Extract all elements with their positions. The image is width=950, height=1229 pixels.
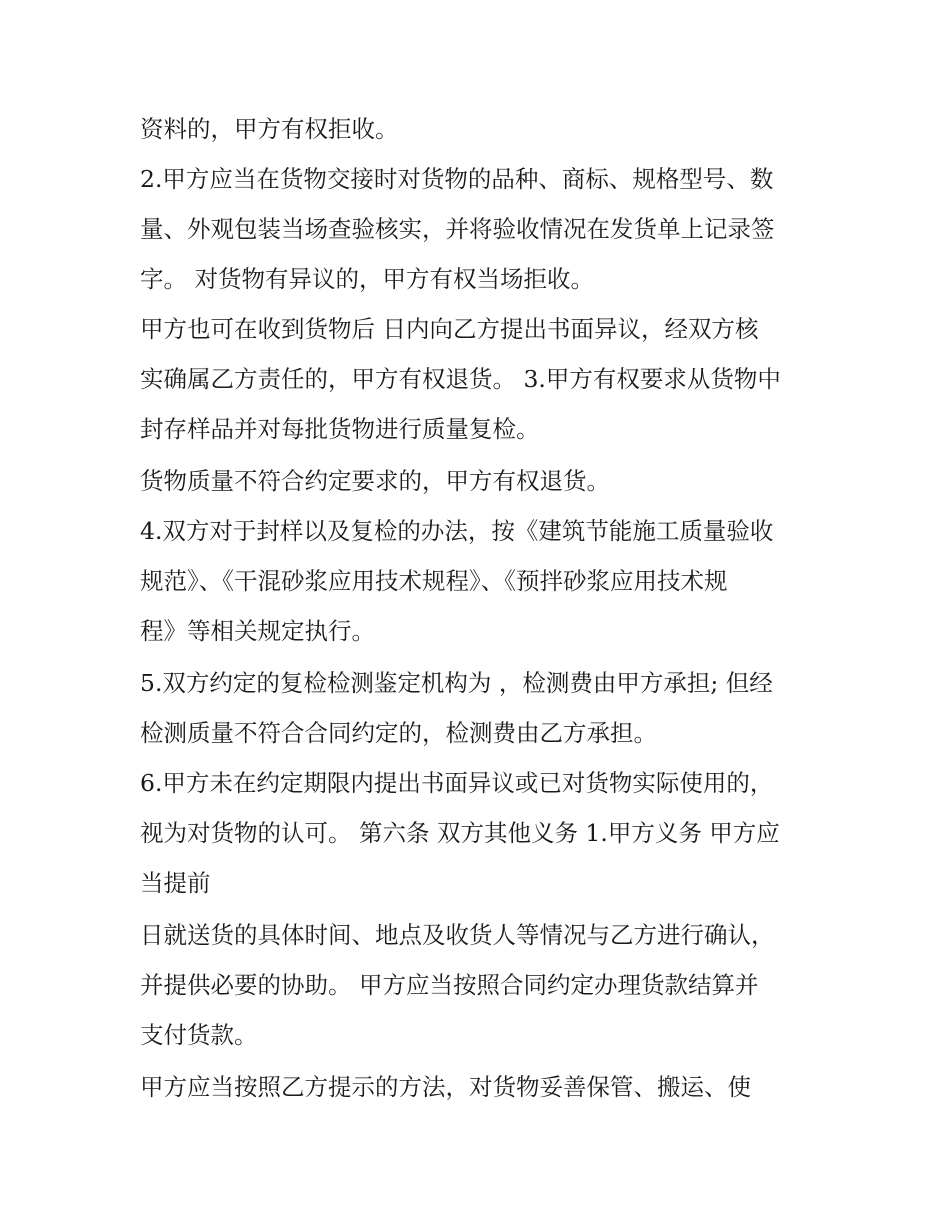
text-line: 字。 对货物有异议的，甲方有权当场拒收。 [140, 265, 594, 293]
text-line: 支付货款。 [140, 1021, 258, 1049]
text-line: 当提前 [140, 869, 211, 897]
text-line: 资料的，甲方有权拒收。 [140, 115, 399, 143]
text-line: 程》等相关规定执行。 [140, 617, 375, 645]
text-line: 实确属乙方责任的，甲方有权退货。 3.甲方有权要求从货物中 [140, 365, 781, 393]
text-line: 2.甲方应当在货物交接时对货物的品种、商标、规格型号、数 [140, 165, 774, 193]
text-line: 5.双方约定的复检检测鉴定机构为 ，检测费由甲方承担; 但经 [140, 669, 773, 697]
text-line: 日就送货的具体时间、地点及收货人等情况与乙方进行确认， [140, 921, 775, 949]
text-line: 6.甲方未在约定期限内提出书面异议或已对货物实际使用的， [140, 769, 774, 797]
text-line: 量、外观包装当场查验核实，并将验收情况在发货单上记录签 [140, 215, 775, 243]
text-line: 4.双方对于封样以及复检的办法，按《建筑节能施工质量验收 [140, 517, 774, 545]
text-line: 视为对货物的认可。 第六条 双方其他义务 1.甲方义务 甲方应 [140, 819, 780, 847]
text-line: 封存样品并对每批货物进行质量复检。 [140, 415, 540, 443]
text-line: 货物质量不符合约定要求的，甲方有权退货。 [140, 467, 610, 495]
text-line: 甲方也可在收到货物后 日内向乙方提出书面异议，经双方核 [140, 315, 759, 343]
text-line: 规范》、《干混砂浆应用技术规程》、《预拌砂浆应用技术规 [140, 567, 728, 595]
text-line: 并提供必要的协助。 甲方应当按照合同约定办理货款结算并 [140, 971, 759, 999]
text-line: 检测质量不符合合同约定的，检测费由乙方承担。 [140, 719, 657, 747]
text-line: 甲方应当按照乙方提示的方法，对货物妥善保管、搬运、使 [140, 1073, 751, 1101]
